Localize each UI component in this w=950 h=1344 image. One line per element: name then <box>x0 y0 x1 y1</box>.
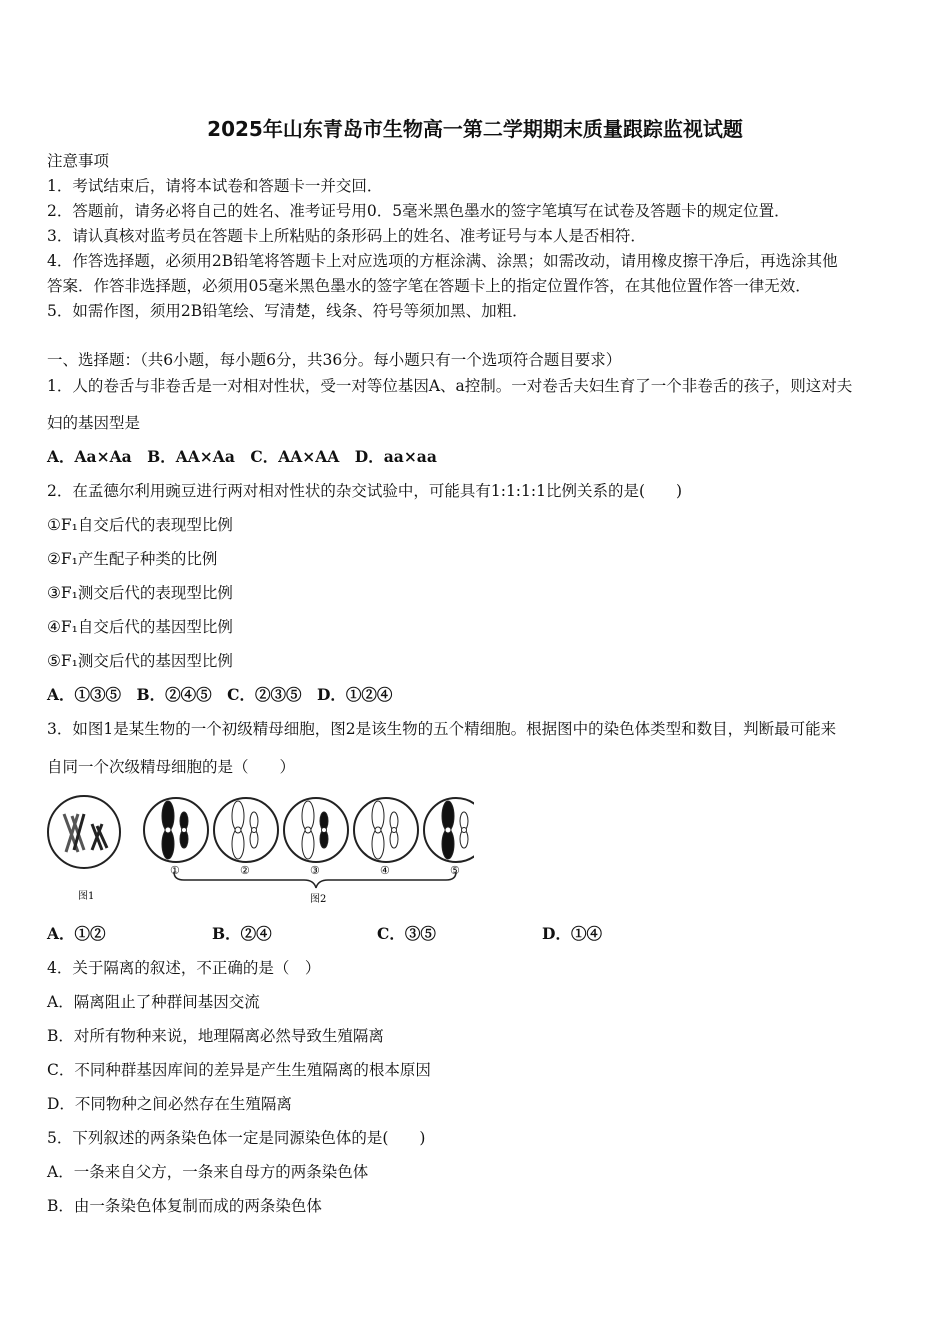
question-1-options: A．Aa×Aa B．AA×Aa C．AA×AA D．aa×aa <box>47 447 437 466</box>
figure-2-cell <box>424 798 474 877</box>
notice-item: 5．如需作图，须用2B铅笔绘、写清楚，线条、符号等须加黑、加粗． <box>47 302 528 320</box>
question-2-item: ①F₁自交后代的表现型比例 <box>47 516 233 534</box>
notice-heading: 注意事项 <box>47 152 110 170</box>
figure-2-cell <box>354 798 418 877</box>
cell-label: ③ <box>310 864 320 877</box>
question-3-stem-cont: 自同一个次级精母细胞的是（ ） <box>47 758 296 776</box>
question-2-item: ⑤F₁测交后代的基因型比例 <box>47 652 233 670</box>
notice-item: 3．请认真核对监考员在答题卡上所粘贴的条形码上的姓名、准考证号与本人是否相符． <box>47 227 646 245</box>
question-4-option: A．隔离阻止了种群间基因交流 <box>47 993 260 1011</box>
question-1-stem-cont: 妇的基因型是 <box>47 414 141 432</box>
figure-2-label: 图2 <box>310 894 327 905</box>
figure-2-cell <box>214 798 278 877</box>
notice-item: 答案．作答非选择题，必须用05毫米黑色墨水的签字笔在答题卡上的指定位置作答，在其他位置作答一律无效． <box>47 277 811 295</box>
notice-item: 4．作答选择题，必须用2B铅笔将答题卡上对应选项的方框涂满、涂黑；如需改动，请用橡皮擦干净后，再选涂其他 <box>47 252 838 270</box>
question-3-option-b: B．②④ <box>212 924 272 943</box>
section-heading: 一、选择题：（共6小题，每小题6分，共36分。每小题只有一个选项符合题目要求） <box>47 351 622 369</box>
question-4-option: C．不同种群基因库间的差异是产生生殖隔离的根本原因 <box>47 1061 431 1079</box>
question-3-option-d: D．①④ <box>542 924 602 943</box>
notice-item: 1．考试结束后，请将本试卷和答题卡一并交回． <box>47 177 383 195</box>
question-1-stem: 1．人的卷舌与非卷舌是一对相对性状，受一对等位基因A、a控制。一对卷舌夫妇生育了一个非卷舌的孩子，则这对夫 <box>47 377 853 395</box>
notice-item: 2．答题前，请务必将自己的姓名、准考证号用0．5毫米黑色墨水的签字笔填写在试卷及答题卡的规定位置． <box>47 202 790 220</box>
question-5-option: B．由一条染色体复制而成的两条染色体 <box>47 1197 322 1215</box>
question-3-option-a: A．①② <box>47 924 106 943</box>
figure-1-label: 图1 <box>78 891 95 902</box>
question-2-stem: 2．在孟德尔利用豌豆进行两对相对性状的杂交试验中，可能具有1:1:1:1比例关系的是( ) <box>47 482 683 500</box>
cell-label: ④ <box>380 864 390 877</box>
question-4-option: D．不同物种之间必然存在生殖隔离 <box>47 1095 292 1113</box>
question-5-stem: 5．下列叙述的两条染色体一定是同源染色体的是( ) <box>47 1129 426 1147</box>
question-4-stem: 4．关于隔离的叙述，不正确的是（ ） <box>47 959 321 977</box>
question-2-item: ②F₁产生配子种类的比例 <box>47 550 218 568</box>
question-2-item: ③F₁测交后代的表现型比例 <box>47 584 233 602</box>
question-3-stem: 3．如图1是某生物的一个初级精母细胞，图2是该生物的五个精细胞。根据图中的染色体类型和数目，判断最可能来 <box>47 720 837 738</box>
question-2-item: ④F₁自交后代的基因型比例 <box>47 618 233 636</box>
question-5-option: A．一条来自父方，一条来自母方的两条染色体 <box>47 1163 369 1181</box>
question-4-option: B．对所有物种来说，地理隔离必然导致生殖隔离 <box>47 1027 384 1045</box>
chromosome-figure <box>44 784 474 909</box>
cell-label: ① <box>170 864 180 877</box>
question-2-options: A．①③⑤ B．②④⑤ C．②③⑤ D．①②④ <box>47 685 393 704</box>
cell-label: ② <box>240 864 250 877</box>
figure-1-cell <box>48 796 120 868</box>
page-title: 2025年山东青岛市生物高一第二学期期末质量跟踪监视试题 <box>207 117 743 141</box>
figure-2-cell <box>284 798 348 877</box>
figure-2-cell <box>144 798 208 877</box>
question-3-option-c: C．③⑤ <box>377 924 436 943</box>
cell-label: ⑤ <box>450 864 460 877</box>
